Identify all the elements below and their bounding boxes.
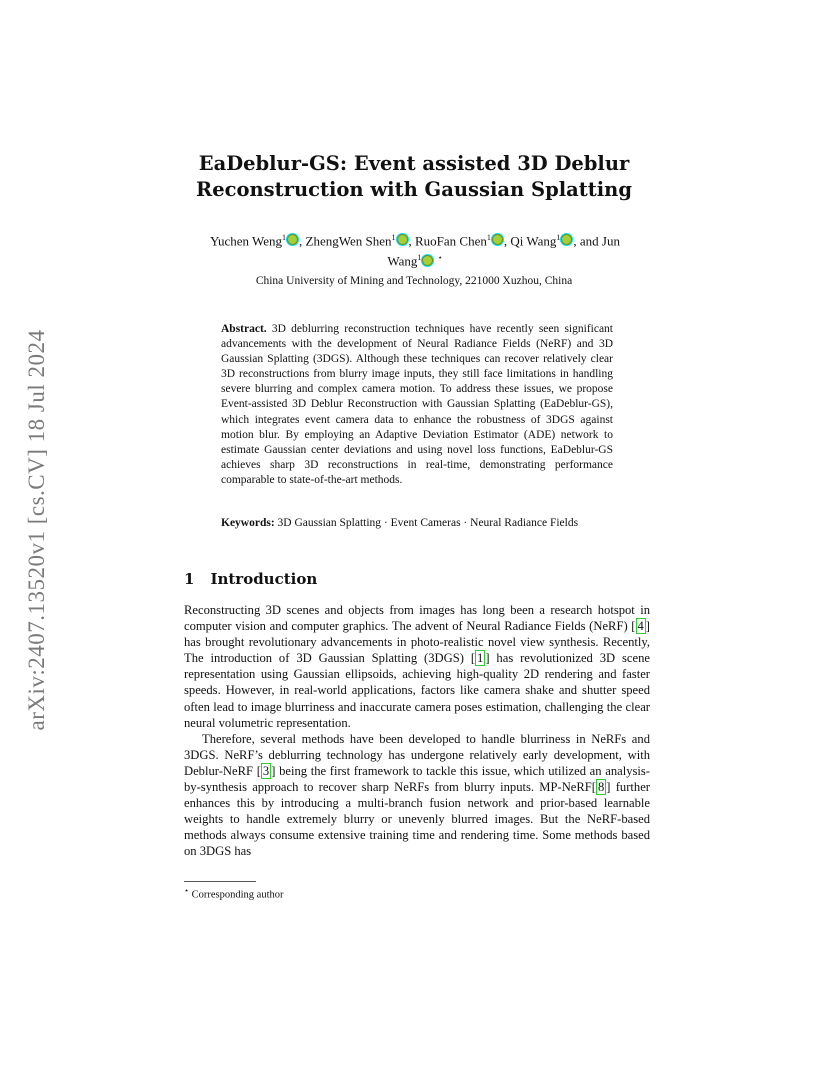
paragraph: Therefore, several methods have been developed to handle blurriness in NeRFs and 3DGS. NeRF’s deblurring technology has undergone relatively early development, with Deblur-NeRF [ 3 ] being the first framework to tackle this issue, which utilized an analysis-by-synthesis approach to recover sharp NeRFs from blurry inputs. MP-NeRF[ 8 ] further enhances this by introducing a multi-branch fusion network and prior-based learnable weights to handle extremely blurry or unevenly blurred images. But the NeRF-based methods always consume extensive training time and rendering time. Some methods based on 3DGS has xyxy=(184,731,650,859)
citation-link[interactable]: 1 xyxy=(477,651,484,666)
author-name: ZhengWen Shen xyxy=(305,233,392,249)
author-name: and Jun xyxy=(579,233,620,249)
abstract-text: 3D deblurring reconstruction techniques have recently seen significant advancements with the development of Neural Radiance Fields (NeRF) and 3D Gaussian Splatting (3DGS). Although these techniques can recover relatively clear 3D reconstructions from blurry image inputs, they still face limitations in handling severe blurring and complex camera motion. To address these issues, we propose Event-assisted 3D Deblur Reconstruction with Gaussian Splatting (EaDeblur-GS), which integrates event camera data to enhance the robustness of 3DGS against motion blur. By employing an Adaptive Deviation Estimator (ADE) network to estimate Gaussian center deviations and using novel loss functions, EaDeblur-GS achieves sharp 3D reconstructions in real-time, demonstrating performance comparable to state-of-the-art methods. xyxy=(221,323,614,486)
paragraph: Reconstructing 3D scenes and objects from images has long been a research hotspot in computer vision and computer graphics. The advent of Neural Radiance Fields (NeRF) [ 4 ] has brought revolutionary advancements in photo-realistic novel view synthesis. Recently, The introduction of 3D Gaussian Splatting (3DGS) [ 1 ] has revolutionized 3D scene representation using Gaussian ellipsoids, achieving high-quality 2D rendering and faster speeds. However, in real-world applications, factors like camera shake and shutter speed often lead to image blurriness and inaccurate camera poses estimation, challenging the clear neural volumetric representation. xyxy=(184,603,650,730)
body-text xyxy=(184,602,650,860)
author-name: Yuchen Weng xyxy=(210,233,283,249)
keywords-text: 3D Gaussian Splatting · Event Cameras · Neural Radiance Fields xyxy=(277,517,579,529)
title-line-2: Reconstruction with Gaussian Splatting xyxy=(196,178,632,201)
arxiv-sidebar xyxy=(20,300,54,760)
orcid-icon[interactable] xyxy=(561,234,572,245)
citation-link[interactable]: 4 xyxy=(637,619,644,634)
author-name: Wang xyxy=(387,253,418,269)
footnote xyxy=(184,886,284,901)
author-list: Yuchen Weng$^1$ , ZhengWen Shen$^1$ , RuoFan Chen$^1$ , Qi Wang$^1$ , and Jun Wang$^1$ ⋆ xyxy=(210,233,620,269)
arxiv-identifier: arXiv:2407.13520v1 [cs.CV] 18 Jul 2024 xyxy=(24,329,49,731)
abstract xyxy=(221,322,613,488)
citation-link[interactable]: 8 xyxy=(597,780,605,795)
footnote-mark: ⋆ xyxy=(184,886,190,895)
footnote-rule xyxy=(184,881,256,882)
orcid-icon[interactable] xyxy=(287,234,298,245)
author-name: RuoFan Chen xyxy=(415,233,487,249)
paper-title xyxy=(0,151,828,203)
corresponding-mark: ⋆ xyxy=(437,253,443,263)
keywords xyxy=(221,516,613,531)
abstract-label: Abstract. xyxy=(221,323,267,335)
citation-link[interactable]: 3 xyxy=(262,763,270,778)
orcid-icon[interactable] xyxy=(492,234,503,245)
section-heading xyxy=(184,570,317,588)
orcid-icon[interactable] xyxy=(422,255,433,266)
section-title: Introduction xyxy=(210,570,318,588)
title-line-1: EaDeblur-GS: Event assisted 3D Deblur xyxy=(198,152,630,175)
footnote-text: Corresponding author xyxy=(191,889,284,901)
orcid-icon[interactable] xyxy=(397,234,408,245)
affiliation: China University of Mining and Technology, 221000 Xuzhou, China xyxy=(255,275,573,287)
section-number: 1 xyxy=(184,570,195,588)
keywords-label: Keywords: xyxy=(221,517,275,529)
author-name: Qi Wang xyxy=(510,233,557,249)
